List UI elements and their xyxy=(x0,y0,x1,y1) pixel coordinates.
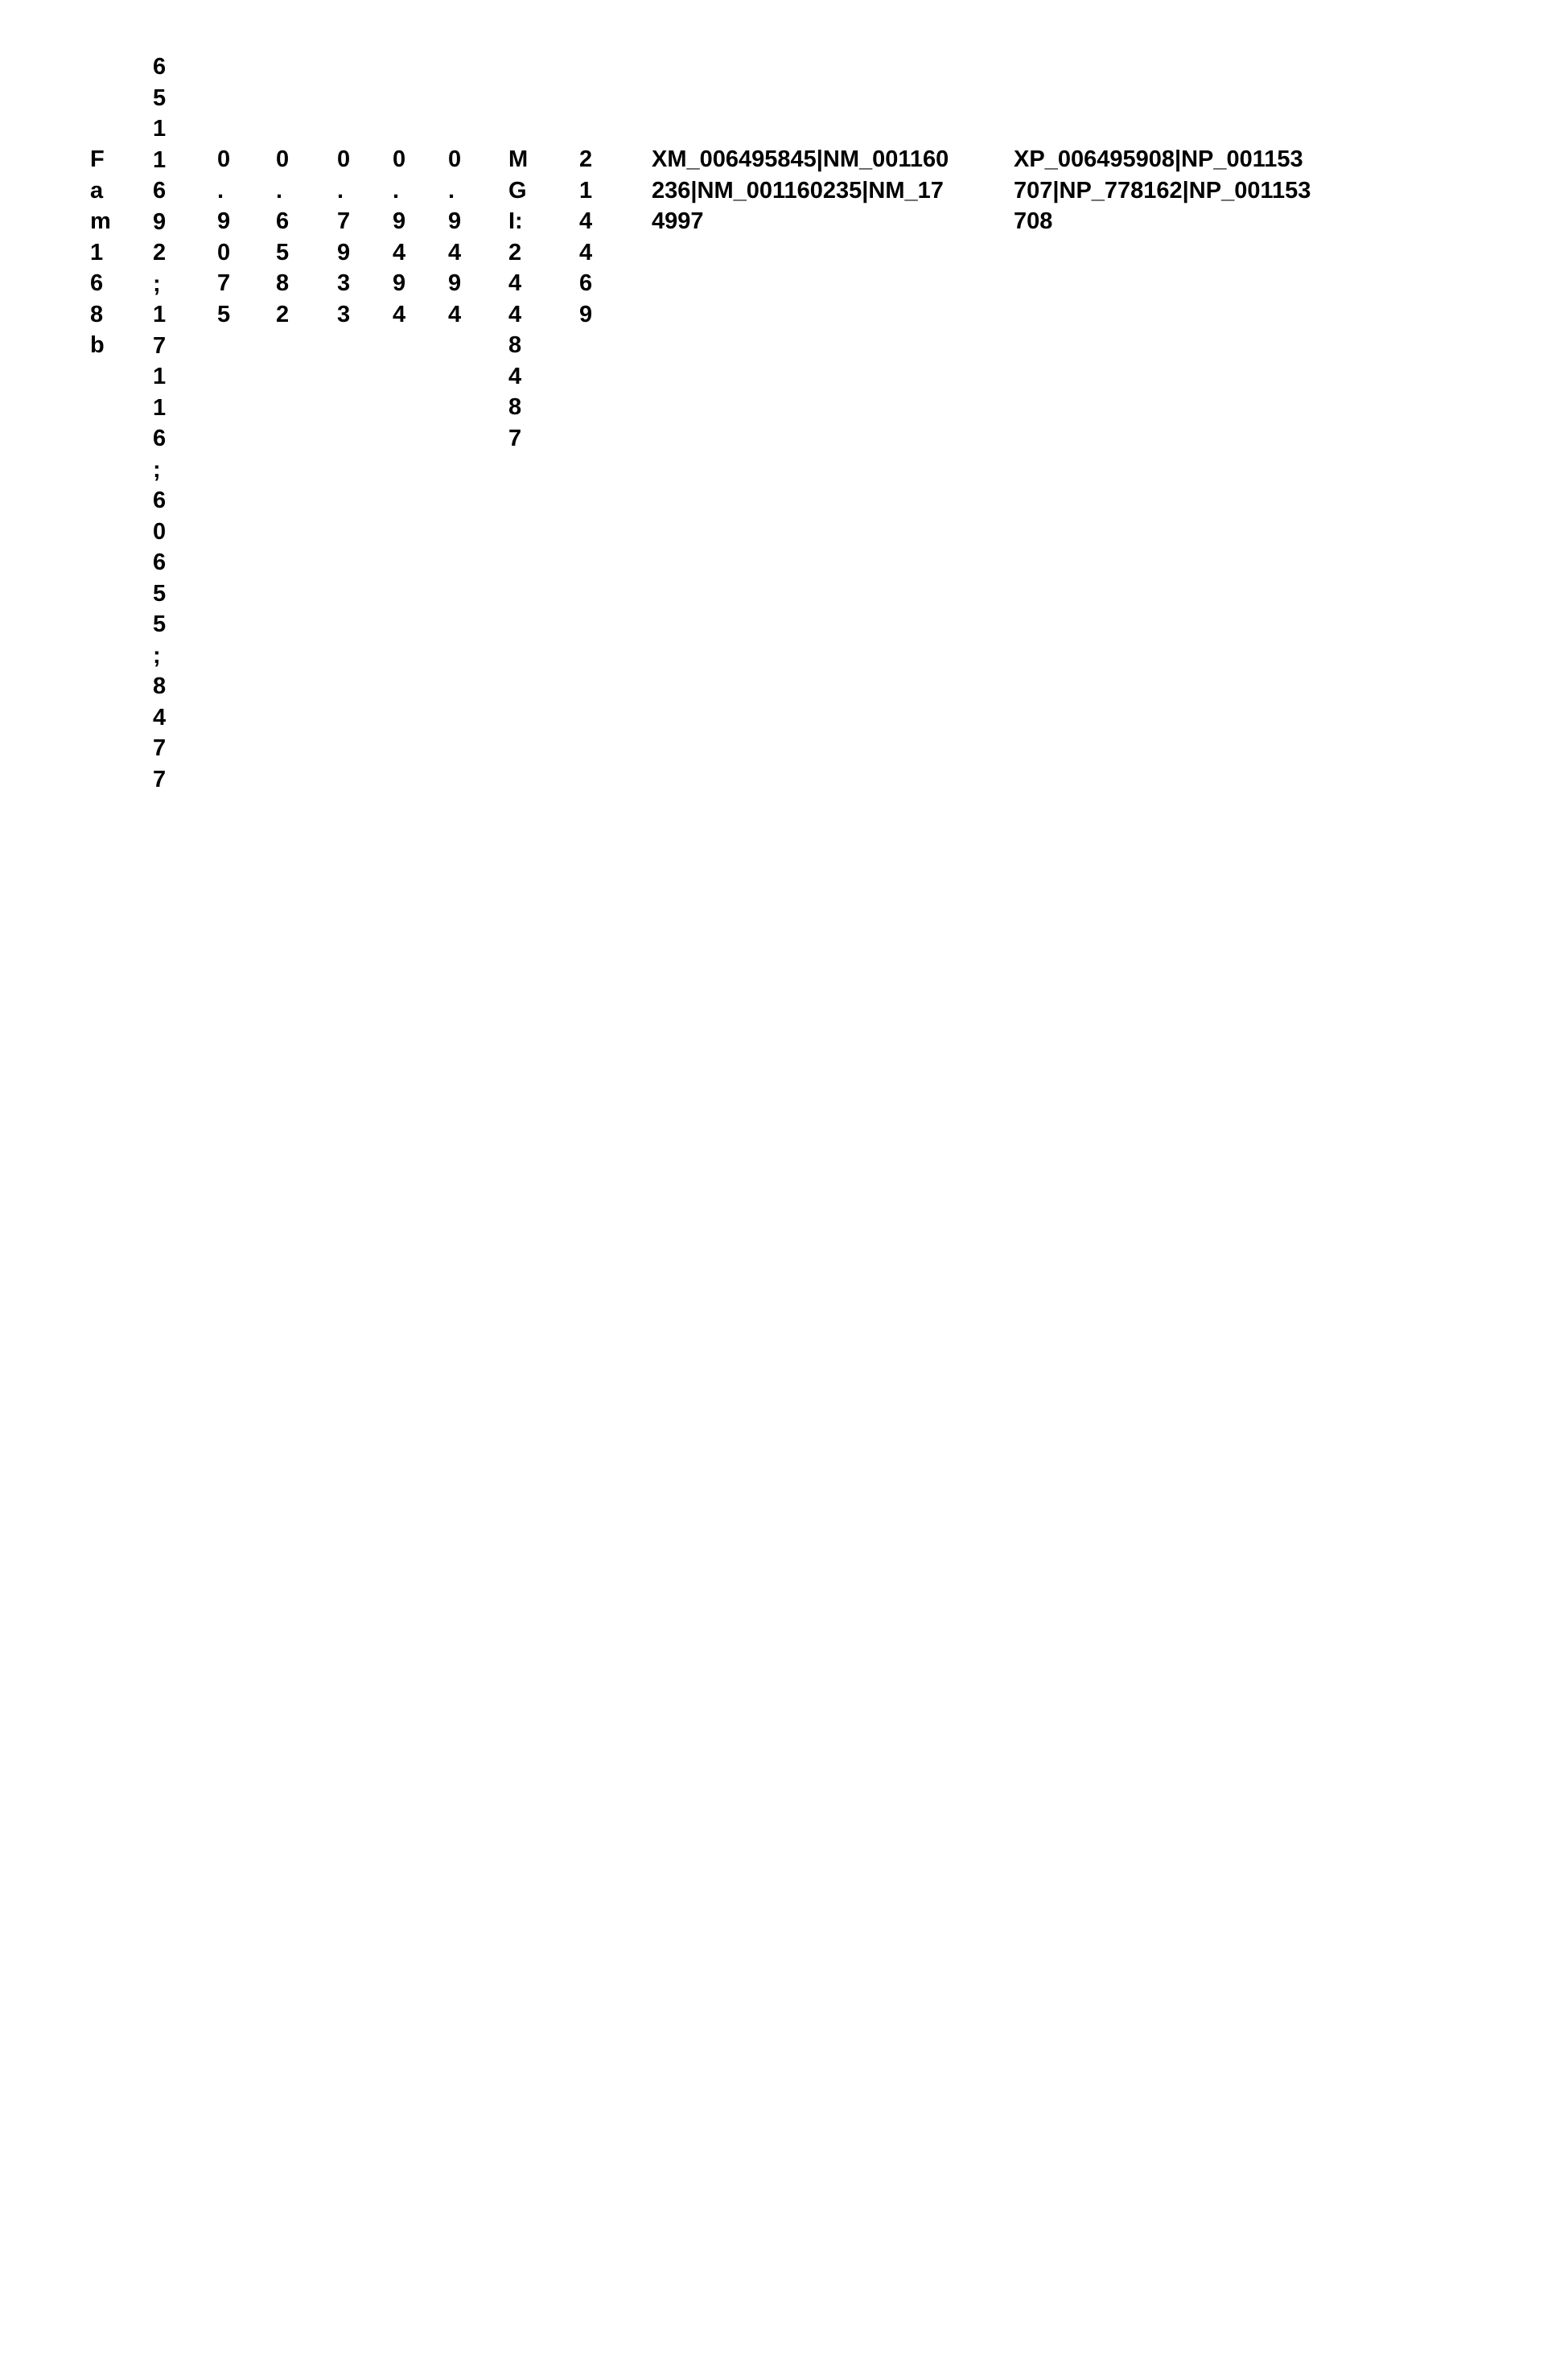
score-1: 0.9075 xyxy=(217,146,231,327)
score-5: 0.9494 xyxy=(448,146,462,327)
mouse-entrez-id: 214469 xyxy=(579,146,593,327)
score-2: 0.6582 xyxy=(276,146,290,327)
score-3: 0.7933 xyxy=(337,146,351,327)
mgi-id: MGI:2448487 xyxy=(508,146,529,451)
score-4: 0.9494 xyxy=(393,146,406,327)
mouse-mrna-accessions: XM_006495845|NM_001160236|NM_001160235|NM_174997 xyxy=(652,146,949,234)
locus-ids: 6511692;17116;60655;8477 xyxy=(153,54,167,792)
mouse-protein-accessions: XP_006495908|NP_001153707|NP_778162|NP_001153708 xyxy=(1014,146,1311,234)
gene-symbol: Fam168b xyxy=(90,146,111,358)
